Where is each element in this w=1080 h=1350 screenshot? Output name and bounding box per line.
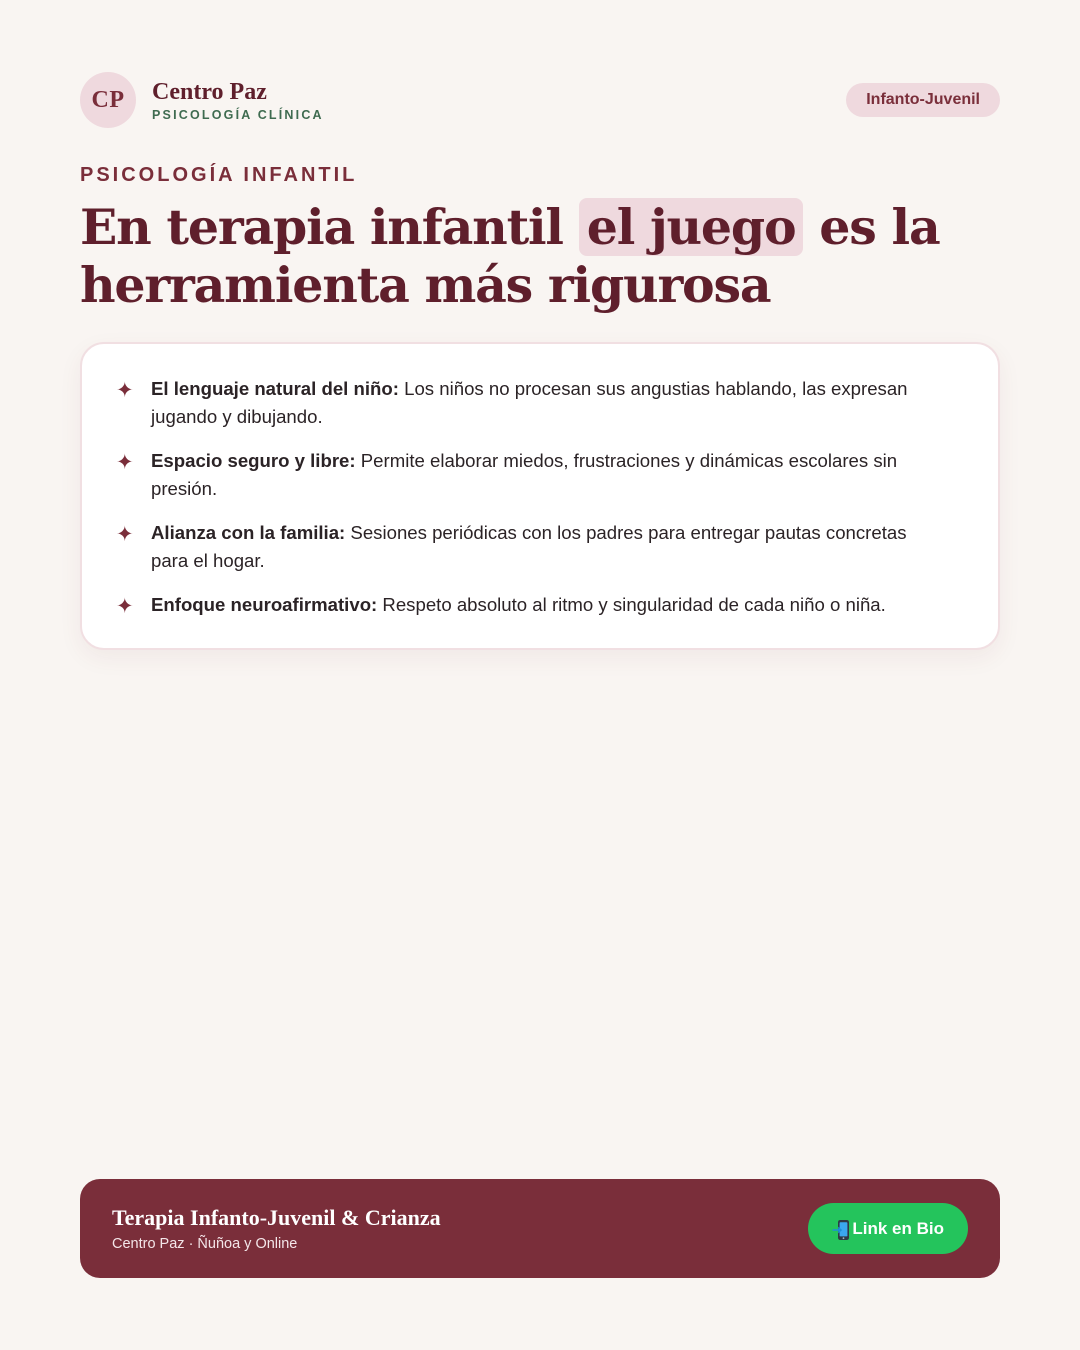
info-card [80, 342, 1000, 650]
bullet-text [151, 375, 946, 431]
brand-subtitle: PSICOLOGÍA CLÍNICA [152, 108, 324, 122]
headline-before: En terapia infantil [80, 198, 579, 256]
list-item [116, 447, 946, 503]
headline-after: es la herramienta más rigurosa [80, 198, 940, 314]
list-item [116, 591, 946, 621]
bullet-title: Espacio seguro y libre: [151, 450, 356, 471]
bullet-body: Permite elaborar miedos, frustraciones y dinámicas escolares sin presión. [151, 450, 898, 499]
category-tag-label: Infanto-Juvenil [866, 91, 980, 108]
bullet-body: Los niños no procesan sus angustias hablando, las expresan jugando y dibujando. [151, 378, 908, 427]
list-item [116, 519, 946, 575]
link-in-bio-button[interactable] [808, 1203, 968, 1254]
headline [80, 198, 1000, 314]
list-item [116, 375, 946, 431]
footer-title: Terapia Infanto-Juvenil & Crianza [112, 1205, 441, 1230]
category-tag [846, 83, 1000, 117]
bullet-title: Alianza con la familia: [151, 522, 346, 543]
logo-initials: CP [91, 86, 125, 113]
bullet-text [151, 447, 946, 503]
bullet-text [151, 519, 946, 575]
brand-name: Centro Paz [152, 79, 267, 105]
mobile-arrow-icon [832, 1219, 850, 1239]
bullet-text [151, 591, 886, 619]
eyebrow-label: PSICOLOGÍA INFANTIL [80, 164, 358, 186]
sparkle-star-icon: ✦ [116, 595, 134, 618]
sparkle-star-icon: ✦ [116, 451, 134, 474]
footer-subtitle: Centro Paz · Ñuñoa y Online [112, 1236, 298, 1252]
bullet-title: El lenguaje natural del niño: [151, 378, 399, 399]
sparkle-star-icon: ✦ [116, 379, 134, 402]
link-in-bio-label: Link en Bio [852, 1218, 944, 1238]
bullet-body: Sesiones periódicas con los padres para entregar pautas concretas para el hogar. [151, 522, 907, 571]
bullet-body: Respeto absoluto al ritmo y singularidad de cada niño o niña. [377, 594, 886, 615]
logo-avatar [80, 72, 136, 128]
bullet-title: Enfoque neuroafirmativo: [151, 594, 378, 615]
sparkle-star-icon: ✦ [116, 523, 134, 546]
headline-highlight: el juego [579, 198, 804, 256]
footer-banner [80, 1179, 1000, 1278]
bullet-list [116, 375, 946, 621]
